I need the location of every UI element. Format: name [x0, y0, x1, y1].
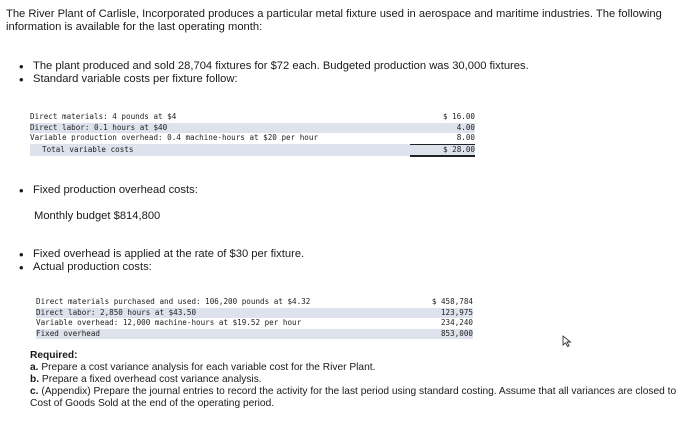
cost-label: Fixed overhead — [36, 329, 408, 340]
item-text: Prepare a cost variance analysis for each variable cost for the River Plant. — [41, 362, 376, 373]
table-row — [30, 112, 475, 123]
table-row — [36, 329, 473, 340]
table-row — [36, 297, 473, 308]
required-item-a — [30, 362, 680, 374]
actual-cost-table — [36, 297, 473, 339]
required-item-c — [30, 386, 680, 410]
table-row — [30, 123, 475, 134]
cost-label: Direct labor: 2,850 hours at $43.50 — [36, 308, 408, 319]
item-text: (Appendix) Prepare the journal entries to record the activity for the last period using standard costing. Assume that all variances are closed to Cost of Goods Sold at the end of the operating period. — [30, 386, 677, 409]
cost-amount: 123,975 — [408, 308, 473, 319]
cost-amount: 4.00 — [410, 123, 475, 134]
bullet-production: • The plant produced and sold 28,704 fixtures for $72 each. Budgeted production was 30,000 fixtures. — [16, 60, 686, 73]
cost-amount: 8.00 — [456, 133, 475, 142]
required-section — [30, 350, 680, 410]
cost-label: Direct materials purchased and used: 106,200 pounds at $4.32 — [36, 297, 311, 306]
mid-bullet-list — [16, 248, 516, 274]
total-row — [30, 144, 475, 156]
item-letter: a. — [30, 362, 39, 373]
cost-label: Direct materials: 4 pounds at $4 — [30, 112, 177, 121]
cost-label: Direct labor: 0.1 hours at $40 — [30, 123, 410, 134]
standard-cost-table — [30, 112, 475, 157]
table-row — [36, 308, 473, 319]
total-label: Total variable costs — [30, 144, 410, 156]
bullet-fixed-overhead: • Fixed production overhead costs: — [16, 184, 416, 197]
required-item-b — [30, 374, 680, 386]
cost-label: Variable overhead: 12,000 machine-hours at $19.52 per hour — [36, 318, 302, 327]
cost-amount: 853,000 — [408, 329, 473, 340]
cost-amount: $ 458,784 — [431, 297, 473, 306]
cost-amount: $ 16.00 — [442, 112, 475, 121]
bullet-actual-costs: • Actual production costs: — [16, 261, 516, 274]
item-letter: b. — [30, 374, 40, 385]
bullet-fixed-rate: • Fixed overhead is applied at the rate of $30 per fixture. — [16, 248, 516, 261]
total-amount: $ 28.00 — [410, 144, 475, 156]
cost-amount: 234,240 — [440, 318, 473, 327]
bullet-standard-costs: • Standard variable costs per fixture follow: — [16, 73, 686, 86]
mouse-cursor-icon — [562, 335, 572, 347]
required-heading: Required: — [30, 350, 78, 361]
table-row — [30, 133, 475, 144]
table-row — [36, 318, 473, 329]
monthly-budget: Monthly budget $814,800 — [34, 210, 161, 222]
item-text: Prepare a fixed overhead cost variance analysis. — [41, 374, 262, 385]
cost-label: Variable production overhead: 0.4 machine-hours at $20 per hour — [30, 133, 319, 143]
problem-intro: The River Plant of Carlisle, Incorporated produces a particular metal fixture used in aerospace and maritime industries. The following information is available for the last operating month: — [6, 8, 662, 33]
item-letter: c. — [30, 386, 39, 397]
fixed-bullet-list — [16, 184, 416, 197]
top-bullet-list — [16, 60, 686, 86]
